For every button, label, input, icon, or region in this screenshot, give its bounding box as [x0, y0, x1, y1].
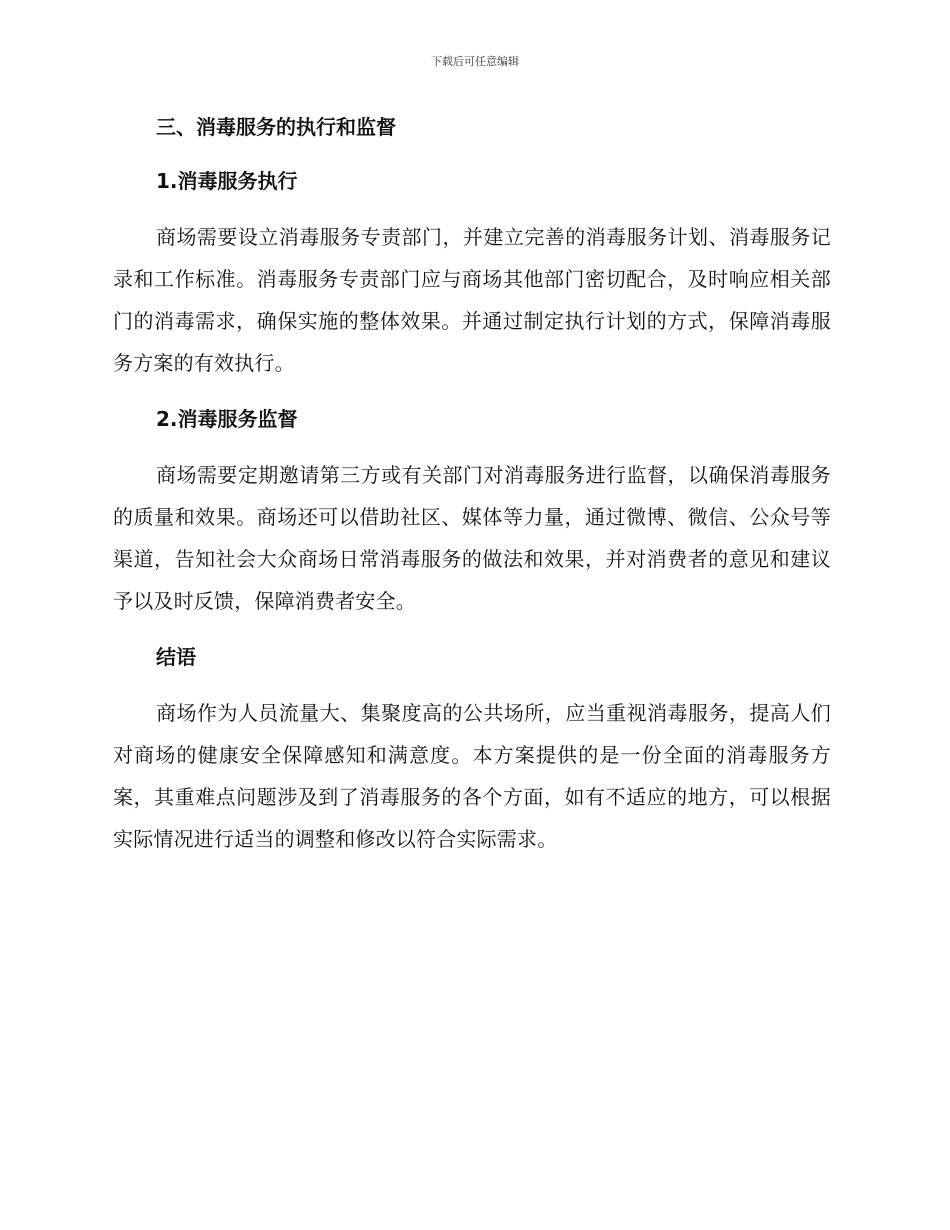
- header-note: 下载后可任意编辑: [431, 55, 519, 68]
- paragraph-execution: 商场需要设立消毒服务专责部门，并建立完善的消毒服务计划、消毒服务记录和工作标准。消毒服务专责部门应与商场其他部门密切配合，及时响应相关部门的消毒需求，确保实施的整体效果。并通过制定执行计划的方式，保障消毒服务方案的有效执行。: [113, 225, 831, 375]
- paragraph-supervision: 商场需要定期邀请第三方或有关部门对消毒服务进行监督，以确保消毒服务的质量和效果。商场还可以借助社区、媒体等力量，通过微博、微信、公众号等渠道，告知社会大众商场日常消毒服务的做法和效果，并对消费者的意见和建议予以及时反馈，保障消费者安全。: [113, 463, 831, 613]
- document-body: [113, 108, 831, 876]
- section-heading: 三、消毒服务的执行和监督: [156, 115, 396, 139]
- subsection-heading-execution: 1.消毒服务执行: [156, 169, 298, 193]
- paragraph-conclusion: 商场作为人员流量大、集聚度高的公共场所，应当重视消毒服务，提高人们对商场的健康安全保障感知和满意度。本方案提供的是一份全面的消毒服务方案，其重难点问题涉及到了消毒服务的各个方面，如有不适应的地方，可以根据实际情况进行适当的调整和修改以符合实际需求。: [113, 701, 831, 851]
- conclusion-heading: 结语: [156, 645, 196, 669]
- subsection-heading-supervision: 2.消毒服务监督: [156, 407, 298, 431]
